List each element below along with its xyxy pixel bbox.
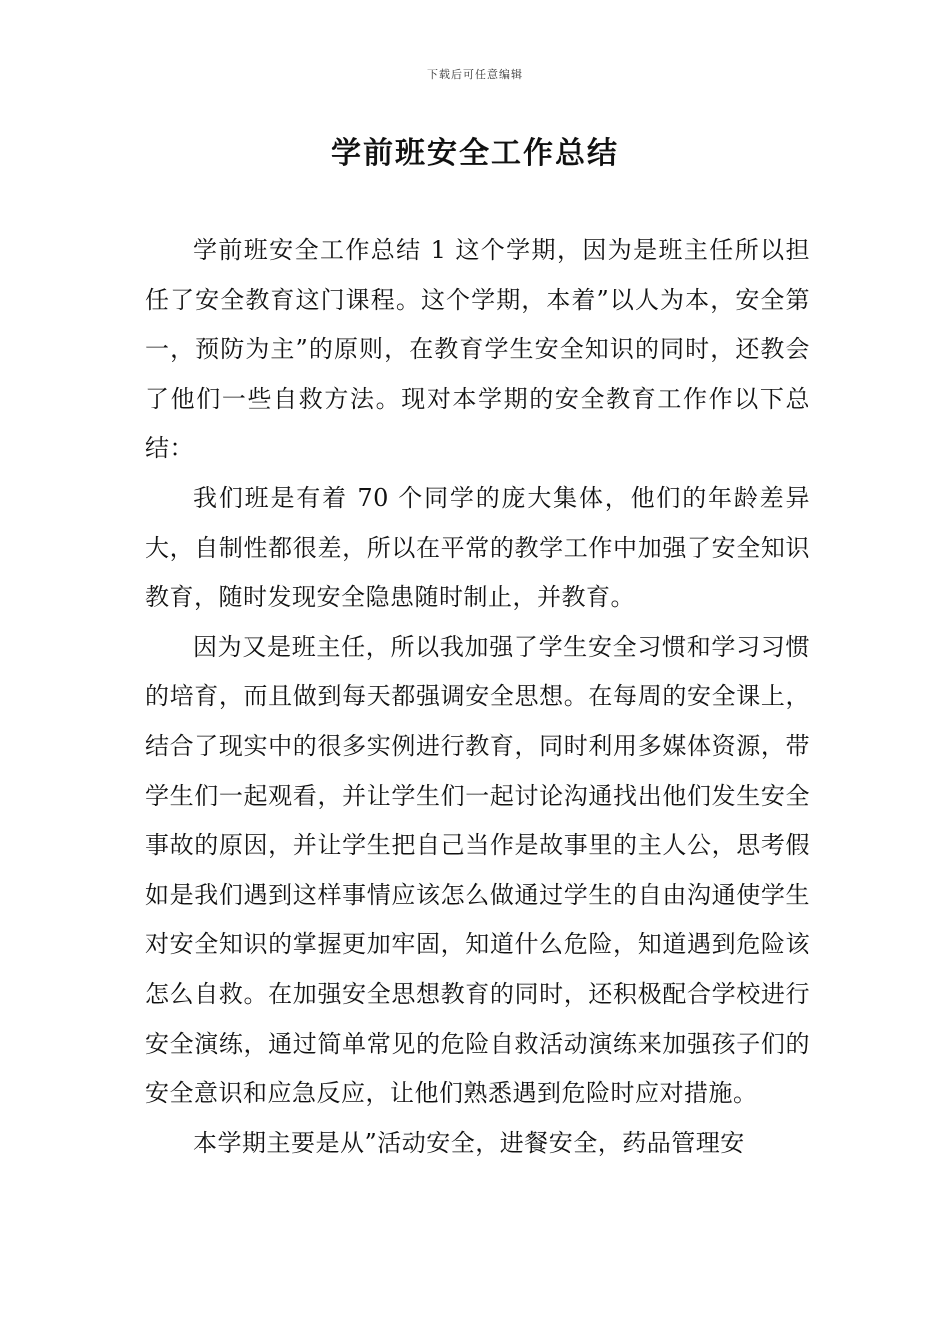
paragraph-1: 学前班安全工作总结 1 这个学期，因为是班主任所以担任了安全教育这门课程。这个学期，本着”以人为本，安全第一，预防为主”的原则，在教育学生安全知识的同时，还教会了他们一些自救方法。现对本学期的安全教育工作作以下总结：	[145, 236, 810, 463]
document-body	[145, 226, 810, 1168]
header-note: 下载后可任意编辑	[427, 68, 523, 81]
document-title: 学前班安全工作总结	[331, 136, 619, 171]
paragraph-2: 我们班是有着 70 个同学的庞大集体，他们的年龄差异大，自制性都很差，所以在平常的教学工作中加强了安全知识教育，随时发现安全隐患随时制止，并教育。	[145, 483, 810, 612]
paragraph-4: 本学期主要是从”活动安全，进餐安全，药品管理安	[193, 1128, 745, 1157]
paragraph-3: 因为又是班主任，所以我加强了学生安全习惯和学习习惯的培育，而且做到每天都强调安全思想。在每周的安全课上，结合了现实中的很多实例进行教育，同时利用多媒体资源，带学生们一起观看，并让学生们一起讨论沟通找出他们发生安全事故的原因，并让学生把自己当作是故事里的主人公，思考假如是我们遇到这样事情应该怎么做通过学生的自由沟通使学生对安全知识的掌握更加牢固，知道什么危险，知道遇到危险该怎么自救。在加强安全思想教育的同时，还积极配合学校进行安全演练，通过简单常见的危险自救活动演练来加强孩子们的安全意识和应急反应，让他们熟悉遇到危险时应对措施。	[145, 632, 810, 1108]
